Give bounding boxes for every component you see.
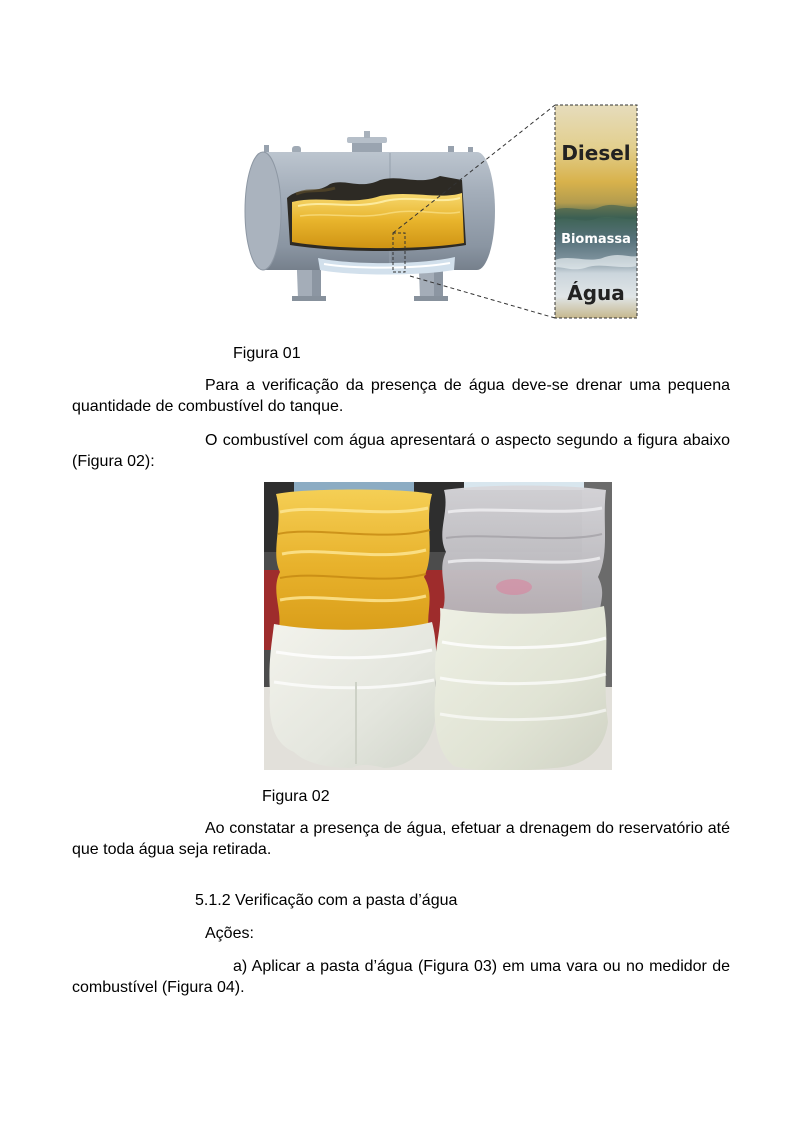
paragraph-line: Para a verificação da presença de água deve-se drenar uma pequena — [205, 377, 730, 394]
tank-left-end — [245, 152, 281, 270]
figure-01-caption: Figura 01 — [233, 345, 301, 362]
section-heading: 5.1.2 Verificação com a pasta d’água — [195, 892, 458, 909]
figure-01-tank-illustration — [240, 100, 640, 325]
paragraph-line: O combustível com água apresentará o aspecto segundo a figura abaixo — [205, 432, 730, 449]
paragraph-line: que toda água seja retirada. — [72, 841, 272, 858]
paragraph-line: quantidade de combustível do tanque. — [72, 398, 344, 415]
paragraph-fuel-appearance — [72, 430, 730, 472]
bottle-right-water — [435, 482, 608, 770]
paragraph-line: a) Aplicar a pasta d’água (Figura 03) em uma vara ou no medidor de — [233, 958, 730, 975]
inset-label-biomassa: Biomassa — [561, 232, 631, 247]
figure-02-bottles-photo — [264, 482, 612, 770]
tank-top-fittings — [264, 131, 473, 155]
figure-02-caption: Figura 02 — [262, 788, 330, 805]
inset-label-agua: Água — [567, 281, 625, 305]
bottle-left-fuel-with-water — [269, 482, 436, 768]
paragraph-line: Ao constatar a presença de água, efetuar a drenagem do reservatório até — [205, 820, 730, 837]
paragraph-drain-check — [72, 375, 730, 417]
layer-inset — [555, 105, 637, 318]
paragraph-line: combustível (Figura 04). — [72, 979, 245, 996]
paragraph-line: (Figura 02): — [72, 453, 155, 470]
paragraph-drainage-action — [72, 818, 730, 860]
actions-label: Ações: — [205, 925, 254, 942]
list-item-a — [72, 956, 730, 998]
inset-label-diesel: Diesel — [561, 141, 631, 165]
